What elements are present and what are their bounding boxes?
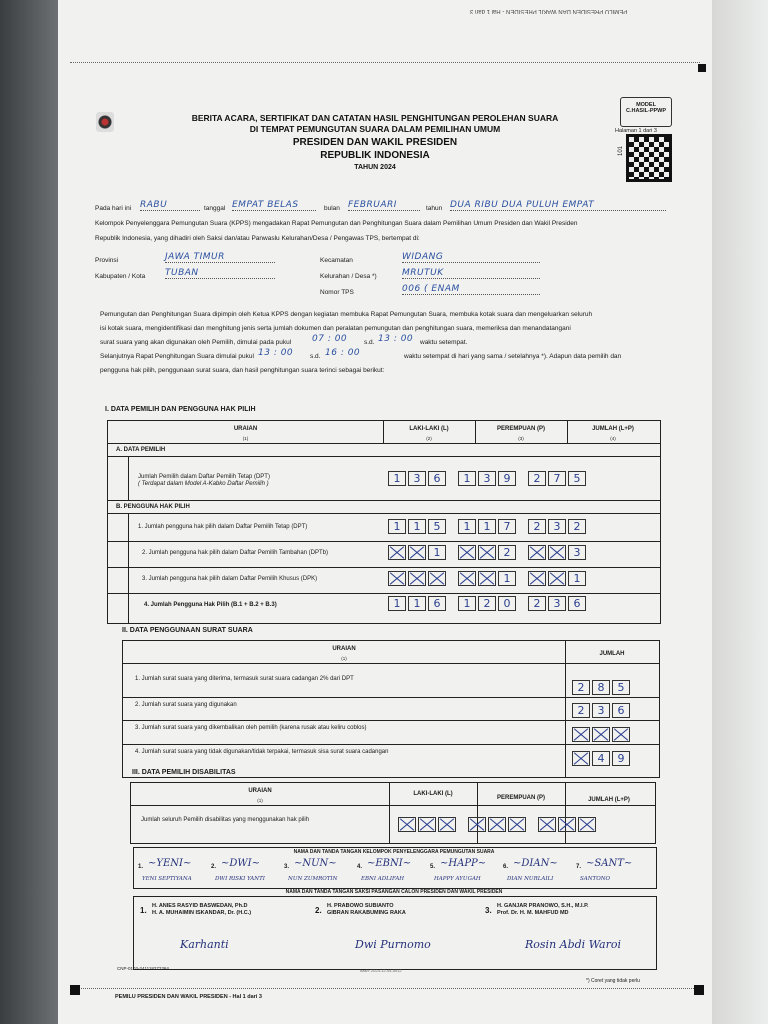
digit-box	[488, 817, 506, 832]
body-p4b: waktu setempat di hari yang sama / setelahnya *). Adapun data pemilih dan	[404, 353, 622, 360]
digit-box: 2	[572, 703, 590, 718]
body-p3b: waktu setempat.	[420, 339, 468, 346]
header-line3: PRESIDEN DAN WAKIL PRESIDEN	[292, 137, 458, 148]
digit-group	[528, 544, 588, 561]
kpps-number: 5.	[430, 864, 436, 870]
kpps-number: 1.	[138, 864, 144, 870]
digit-box: 7	[498, 519, 516, 534]
digit-box	[458, 571, 476, 586]
digit-box	[548, 545, 566, 560]
body-p1: Pemungutan dan Penghitungan Suara dipimpin oleh Ketua KPPS dengan kegiatan membuka Rapat Pemungutan Suara, membuka kotak suara dan mengeluarkan seluruh	[100, 311, 593, 318]
saksi-candidate-line1: H. ANIES RASYID BASWEDAN, Ph.D	[152, 903, 248, 909]
digit-box: 1	[388, 519, 406, 534]
s1-col-p: PEREMPUAN (P)	[496, 426, 545, 432]
kabupaten-label: Kabupaten / Kota	[95, 273, 146, 280]
digit-group	[458, 570, 518, 587]
digit-box	[388, 571, 406, 586]
s1-n3: (3)	[518, 436, 524, 441]
digit-box	[418, 817, 436, 832]
pada-hari-ini-label: Pada hari ini	[95, 205, 132, 212]
s2-col-j: JUMLAH	[599, 651, 625, 657]
digit-box	[468, 817, 486, 832]
digit-group	[388, 518, 448, 535]
digit-box	[408, 545, 426, 560]
s1-a-label: A. DATA PEMILIH	[116, 447, 166, 453]
signature-mark: ~HAPP~	[440, 858, 487, 869]
digit-box: 2	[478, 596, 496, 611]
s2-col-uraian: URAIAN	[332, 646, 356, 652]
top-tab-text: PEMILU PRESIDEN DAN WAKIL PRESIDEN - Hal 1 dari 3	[470, 8, 628, 14]
kpps-number: 4.	[357, 864, 363, 870]
hari-value: RABU	[140, 200, 200, 211]
signature-mark: ~DWI~	[221, 858, 261, 869]
qr-number: 101	[618, 145, 625, 157]
saksi-signature-mark: Rosin Abdi Waroi	[525, 938, 621, 951]
kpps-number: 2.	[211, 864, 217, 870]
kecamatan-value: WIDANG	[402, 252, 540, 263]
s3-values	[398, 816, 608, 834]
digit-box: 1	[408, 596, 426, 611]
s2-row2: 2. Jumlah surat suara yang digunakan	[135, 702, 237, 708]
digit-box: 9	[612, 751, 630, 766]
digit-box	[592, 727, 610, 742]
s1-a-values	[388, 470, 598, 488]
digit-box: 2	[568, 519, 586, 534]
s2-n1: (1)	[341, 656, 347, 661]
signature-mark: ~YENI~	[148, 858, 192, 869]
digit-box: 1	[568, 571, 586, 586]
digit-box: 6	[428, 596, 446, 611]
saksi-signature-mark: Karhanti	[180, 938, 229, 951]
background-left	[0, 0, 58, 1024]
s1-b-label: B. PENGGUNA HAK PILIH	[116, 504, 190, 510]
tps-label: Nomor TPS	[320, 289, 354, 296]
s3-col-p: PEREMPUAN (P)	[496, 795, 545, 801]
saksi-number: 3.	[485, 906, 492, 915]
saksi-title: NAMA DAN TANDA TANGAN SAKSI PASANGAN CALON PRESIDEN DAN WAKIL PRESIDEN	[285, 889, 503, 895]
tahun-label: tahun	[426, 205, 443, 212]
sd-1: s.d.	[364, 339, 375, 346]
digit-box: 2	[498, 545, 516, 560]
corner-marker-bottom-left	[70, 985, 80, 995]
kecamatan-label: Kecamatan	[320, 257, 353, 264]
saksi-signature-3	[485, 898, 655, 966]
s3-n1: (1)	[257, 798, 263, 803]
tanggal-value: EMPAT BELAS	[232, 200, 316, 211]
background-right	[712, 0, 768, 1024]
kpps-signatures	[138, 858, 653, 886]
saksi-number: 1.	[140, 906, 147, 915]
s1-b-row3: 3. Jumlah pengguna hak pilih dalam Daftar Pemilih Khusus (DPK)	[142, 576, 318, 582]
digit-box: 1	[458, 471, 476, 486]
saksi-signature-1	[140, 898, 310, 966]
header-line5: TAHUN 2024	[354, 164, 396, 171]
digit-box: 6	[568, 596, 586, 611]
kabupaten-value: TUBAN	[165, 268, 275, 279]
kpps-signature-3	[284, 858, 356, 886]
page-label: Halaman 1 dari 3	[615, 128, 657, 134]
digit-box	[438, 817, 456, 832]
digit-group	[528, 470, 588, 487]
s1-col-j: JUMLAH (L+P)	[592, 426, 634, 432]
digit-box: 5	[428, 519, 446, 534]
kpu-logo-icon	[96, 112, 114, 132]
tps-value: 006 ( ENAM	[402, 284, 540, 295]
kpps-name: YENI SEPTIYANA	[142, 876, 192, 882]
s1-b-row4: 4. Jumlah Pengguna Hak Pilih (B.1 + B.2 + B.3)	[144, 602, 277, 608]
intro-para2: Republik Indonesia, yang dihadiri oleh Saksi dan/atau Panwaslu Kelurahan/Desa / Pengawas TPS, bertempat di:	[95, 235, 420, 242]
body-p4a: Selanjutnya Rapat Penghitungan Suara dimulai pukul	[100, 353, 254, 360]
end-time-1: 13 : 00	[378, 334, 414, 344]
digit-group	[528, 570, 588, 587]
footer-hash: hash: 2024-12-44-5012	[360, 968, 402, 973]
kpps-signature-5	[430, 858, 502, 886]
footer-note: *) Coret yang tidak perlu	[586, 978, 640, 984]
digit-group	[528, 518, 588, 535]
digit-box: 3	[568, 545, 586, 560]
kpps-signature-2	[211, 858, 283, 886]
body-p3a: surat suara yang akan digunakan oleh Pemilih, dimulai pada pukul	[100, 339, 292, 346]
digit-box	[398, 817, 416, 832]
start-time-2: 13 : 00	[258, 348, 294, 358]
saksi-candidate-line2: GIBRAN RAKABUMING RAKA	[327, 910, 406, 916]
s3-row: Jumlah seluruh Pemilih disabilitas yang menggunakan hak pilih	[141, 817, 310, 823]
digit-box: 3	[548, 596, 566, 611]
bottom-fold-line	[70, 988, 700, 989]
corner-marker	[698, 64, 706, 72]
digit-box	[548, 571, 566, 586]
digit-box	[478, 545, 496, 560]
digit-box: 3	[592, 703, 610, 718]
digit-group	[538, 816, 598, 833]
s1-n2: (2)	[426, 436, 432, 441]
corner-marker-bottom	[694, 985, 704, 995]
start-time-1: 07 : 00	[312, 334, 348, 344]
digit-box: 4	[592, 751, 610, 766]
kpps-name: DIAN NURLAILI	[507, 876, 554, 882]
header-line1: BERITA ACARA, SERTIFIKAT DAN CATATAN HASIL PENGHITUNGAN PEROLEHAN SUARA	[191, 113, 559, 123]
digit-group	[458, 595, 518, 612]
tahun-value: DUA RIBU DUA PULUH EMPAT	[450, 200, 666, 211]
s1-col-l: LAKI-LAKI (L)	[409, 426, 449, 432]
s3-col-j: JUMLAH (L+P)	[588, 797, 630, 803]
signature-mark: ~SANT~	[586, 858, 633, 869]
digit-box: 7	[548, 471, 566, 486]
section2-title: II. DATA PENGGUNAAN SURAT SUARA	[122, 627, 253, 634]
digit-group	[398, 816, 458, 833]
s1-b1-values	[388, 518, 598, 536]
kpps-signature-6	[503, 858, 575, 886]
sd-2: s.d.	[310, 353, 321, 360]
digit-group	[468, 816, 528, 833]
section1-title: I. DATA PEMILIH DAN PENGGUNA HAK PILIH	[105, 406, 256, 413]
digit-box: 2	[572, 680, 590, 695]
digit-box: 1	[388, 596, 406, 611]
digit-box	[528, 545, 546, 560]
digit-group	[388, 544, 448, 561]
kpps-name: EBNI ADLIFAH	[361, 876, 405, 882]
s3-col-l: LAKI-LAKI (L)	[413, 791, 453, 797]
header-line2: DI TEMPAT PEMUNGUTAN SUARA DALAM PEMILIHAN UMUM	[249, 124, 501, 134]
kpps-name: SANTONO	[580, 876, 611, 882]
bulan-value: FEBRUARI	[348, 200, 420, 211]
s2-row1-values	[572, 679, 632, 697]
saksi-number: 2.	[315, 906, 322, 915]
digit-box: 5	[568, 471, 586, 486]
tanggal-label: tanggal	[204, 205, 226, 212]
digit-box: 3	[478, 471, 496, 486]
footer-code: CNP-0102-241118272364	[117, 966, 169, 971]
kpps-number: 3.	[284, 864, 290, 870]
kelurahan-value: MRUTUK	[402, 268, 540, 279]
s1-n4: (4)	[610, 436, 616, 441]
saksi-candidate-line2: H. A. MUHAIMIN ISKANDAR, Dr. (H.C.)	[152, 910, 252, 916]
digit-group	[528, 595, 588, 612]
s1-a-row: Jumlah Pemilih dalam Daftar Pemilih Tetap (DPT)	[138, 474, 270, 480]
kpps-number: 7.	[576, 864, 582, 870]
bulan-label: bulan	[324, 205, 340, 212]
digit-group	[458, 544, 518, 561]
saksi-candidate-line1: H. PRABOWO SUBIANTO	[327, 903, 394, 909]
s1-col-uraian: URAIAN	[233, 426, 258, 432]
digit-box	[578, 817, 596, 832]
digit-box: 6	[612, 703, 630, 718]
digit-box	[428, 571, 446, 586]
saksi-signature-mark: Dwi Purnomo	[355, 938, 431, 951]
s2-row3: 3. Jumlah surat suara yang dikembalikan oleh pemilih (karena rusak atau keliru coblos)	[135, 725, 367, 731]
s2-row3-values	[572, 726, 632, 744]
digit-box: 1	[388, 471, 406, 486]
digit-group	[458, 518, 518, 535]
digit-box	[388, 545, 406, 560]
section3-table	[130, 782, 656, 844]
digit-box: 9	[498, 471, 516, 486]
digit-box	[558, 817, 576, 832]
digit-box: 1	[458, 596, 476, 611]
digit-box: 3	[408, 471, 426, 486]
s1-b-row2: 2. Jumlah pengguna hak pilih dalam Daftar Pemilih Tambahan (DPTb)	[142, 550, 328, 556]
qr-code-icon	[626, 134, 672, 182]
digit-box: 2	[528, 519, 546, 534]
saksi-candidate-line1: H. GANJAR PRANOWO, S.H., M.I.P.	[497, 903, 589, 909]
s2-row4-values	[572, 750, 632, 768]
intro-para1: Kelompok Penyelenggara Pemungutan Suara (KPPS) mengadakan Rapat Pemungutan dan Penghitungan Suara dalam Pemilihan Umum Presiden dan Wakil Presiden	[95, 220, 578, 227]
s2-row2-values	[572, 702, 632, 720]
digit-box	[508, 817, 526, 832]
digit-box	[408, 571, 426, 586]
s3-col-uraian: URAIAN	[248, 788, 272, 794]
digit-box: 1	[428, 545, 446, 560]
digit-box	[458, 545, 476, 560]
digit-box	[478, 571, 496, 586]
digit-box	[538, 817, 556, 832]
saksi-signature-2	[315, 898, 485, 966]
digit-box: 5	[612, 680, 630, 695]
digit-box: 0	[498, 596, 516, 611]
body-p5: pengguna hak pilih, penggunaan surat suara, dan hasil penghitungan suara terinci sebagai berikut:	[100, 367, 385, 374]
digit-box: 8	[592, 680, 610, 695]
provinsi-value: JAWA TIMUR	[165, 252, 275, 263]
model-label: MODEL	[636, 102, 656, 108]
digit-box: 6	[428, 471, 446, 486]
kpps-signature-1	[138, 858, 210, 886]
digit-group	[388, 570, 448, 587]
kpps-name: NUN ZUMROTIN	[288, 876, 338, 882]
s1-b4-values	[388, 595, 598, 613]
provinsi-label: Provinsi	[95, 257, 119, 264]
saksi-candidate-line2: Prof. Dr. H. M. MAHFUD MD	[497, 910, 569, 916]
s2-row1: 1. Jumlah surat suara yang diterima, termasuk surat suara cadangan 2% dari DPT	[135, 676, 354, 682]
digit-box: 2	[528, 596, 546, 611]
end-time-2: 16 : 00	[325, 348, 361, 358]
kpps-name: DWI RISKI YANTI	[215, 876, 265, 882]
header-line4: REPUBLIK INDONESIA	[320, 150, 430, 161]
digit-group	[388, 470, 448, 487]
digit-box: 1	[478, 519, 496, 534]
s1-b-row1: 1. Jumlah pengguna hak pilih dalam Daftar Pemilih Tetap (DPT)	[138, 524, 308, 530]
model-code: C.HASIL-PPWP	[625, 108, 667, 114]
kpps-signature-4	[357, 858, 429, 886]
fold-line	[70, 62, 700, 63]
digit-box	[572, 727, 590, 742]
model-box	[620, 97, 672, 127]
kpps-number: 6.	[503, 864, 509, 870]
saksi-signatures	[140, 898, 655, 966]
kpps-name: HAPPY AYUGAH	[434, 876, 481, 882]
kpps-title: NAMA DAN TANDA TANGAN KELOMPOK PENYELENGGARA PEMUNGUTAN SUARA	[293, 849, 495, 855]
footer-bottom: PEMILU PRESIDEN DAN WAKIL PRESIDEN - Hal 1 dari 3	[115, 994, 262, 1000]
digit-box: 1	[408, 519, 426, 534]
section3-title: III. DATA PEMILIH DISABILITAS	[132, 769, 236, 776]
s1-b3-values	[388, 570, 598, 588]
s1-a-row2: ( Terdapat dalam Model A-Kabko Daftar Pemilih )	[138, 481, 269, 487]
digit-box: 1	[498, 571, 516, 586]
s1-n1: (1)	[242, 436, 249, 441]
digit-group	[458, 470, 518, 487]
digit-group	[388, 595, 448, 612]
kelurahan-label: Kelurahan / Desa *)	[320, 273, 377, 280]
kpps-signature-7	[576, 858, 648, 886]
body-p2: isi kotak suara, mengidentifikasi dan menghitung jenis serta jumlah dokumen dan peralatan pemungutan dan penghitungan suara, memeriksa dan menandatangani	[100, 325, 571, 332]
digit-box: 3	[548, 519, 566, 534]
signature-mark: ~EBNI~	[367, 858, 412, 869]
digit-box: 2	[528, 471, 546, 486]
digit-box	[572, 751, 590, 766]
digit-box: 1	[458, 519, 476, 534]
s2-row4: 4. Jumlah surat suara yang tidak digunakan/tidak terpakai, termasuk sisa surat suara cadangan	[135, 749, 389, 755]
digit-box	[612, 727, 630, 742]
signature-mark: ~NUN~	[294, 858, 337, 869]
s1-b2-values	[388, 544, 598, 562]
signature-mark: ~DIAN~	[513, 858, 558, 869]
digit-box	[528, 571, 546, 586]
